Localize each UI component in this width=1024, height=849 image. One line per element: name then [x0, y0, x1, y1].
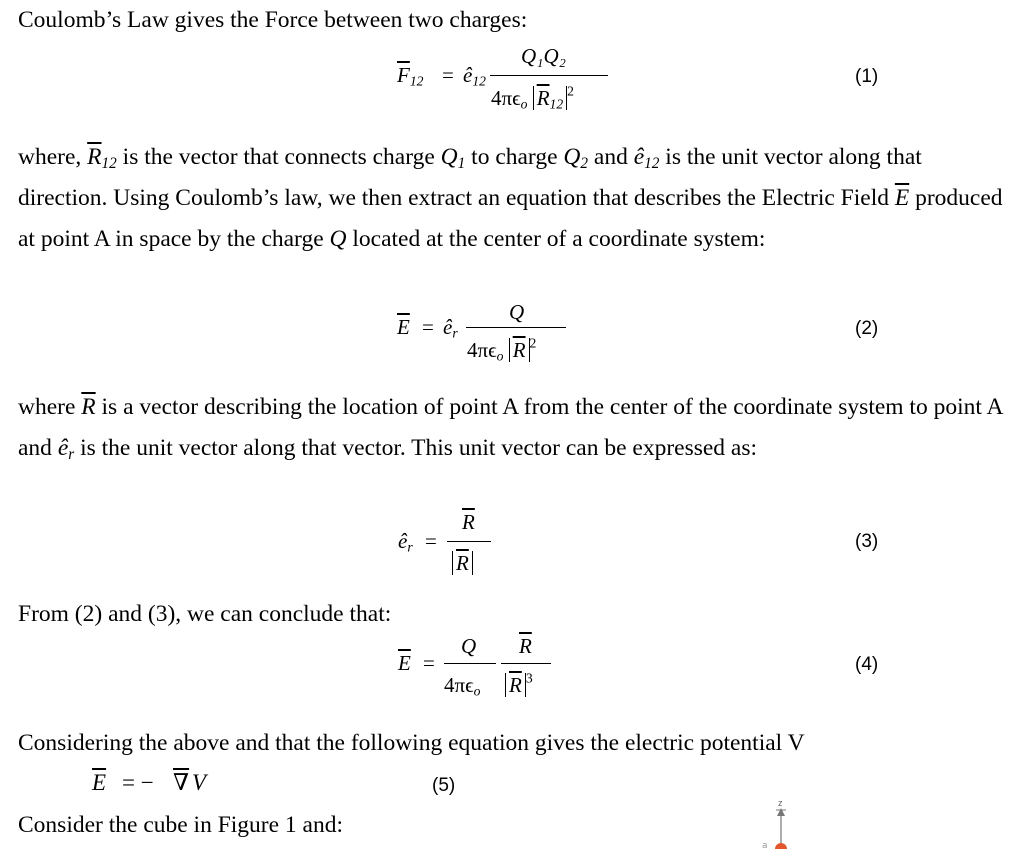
fraction-bar [447, 541, 491, 542]
fraction-numerator: $\overline{R}$ [462, 510, 475, 534]
equation-number-1: (1) [855, 66, 879, 87]
z-axis-arrow-icon [760, 808, 800, 849]
equation-number-5: (5) [432, 775, 456, 796]
equals-sign: = [422, 315, 434, 339]
z-axis-label: z [778, 798, 783, 808]
unit-vector-e12: $ê_{12}$ [463, 63, 486, 89]
fraction2-denominator: $\overline{R}$ $^3$ [505, 673, 533, 698]
fraction1-denominator: $4\pi\epsilon_o$ [444, 673, 481, 699]
force-symbol: $\overline{F}_{12}$ [397, 63, 424, 89]
fraction-numerator: Q₁Q₂ [521, 44, 566, 68]
svg-text:a: a [762, 841, 768, 849]
fraction2-numerator: $\overline{R}$ [519, 634, 532, 658]
unit-vector-er-lhs: $ê_r$ [398, 529, 413, 555]
paragraph-potential: Considering the above and that the following equation gives the electric potential V [18, 730, 805, 756]
fraction2-bar [501, 663, 551, 664]
intro-text: Coulomb’s Law gives the Force between two charges: [18, 7, 528, 33]
field-symbol: $\overline{E}$ [92, 770, 107, 795]
equals-sign: = [442, 63, 454, 87]
unit-vector-er: $ê_r$ [443, 315, 458, 341]
paragraph-conclusion: From (2) and (3), we can conclude that: [18, 601, 392, 627]
paragraph-position-vector: where $\overline{R}$ is a vector describing the location of point A from the center of the coordinate system to point A and $ê_r$ is the unit vector along that vector. This unit vector can be expressed as: [18, 394, 1003, 463]
equation-number-4: (4) [855, 654, 879, 675]
nabla-operator: ∇ [173, 770, 190, 795]
equation-number-2: (2) [855, 318, 879, 339]
equals-sign: = [423, 651, 435, 675]
fraction-bar [466, 327, 566, 328]
field-symbol: $\overline{E}$ [397, 315, 410, 339]
fraction1-bar [444, 663, 496, 664]
equation-number-3: (3) [855, 531, 879, 552]
paragraph-cube: Consider the cube in Figure 1 and: [18, 812, 344, 838]
field-symbol: $\overline{E}$ [398, 651, 411, 675]
fraction-numerator: Q [509, 300, 525, 324]
equals-minus: = − [122, 770, 154, 795]
fraction-bar [490, 75, 608, 76]
fraction-denominator: $\overline{R}$ [452, 551, 473, 576]
fraction-denominator: $4\pi\epsilon_o$ $\overline{R}$ $^2$ [467, 335, 537, 364]
paragraph-vector-description: where, $\overline{R}_{12}$ is the vector that connects charge $Q_1$ to charge $Q_2$ and $ê_{12}$ is the unit vector along that direction. Using Coulomb’s law, we then extract an equation that describes the Electric Field $\overline{E}$ produced at point A in space by the charge Q located at the center of a coordinate system: [18, 144, 1003, 252]
fraction-denominator: $4\pi\epsilon_o$ $\overline{R}_{12}^2$ [491, 83, 574, 112]
fraction1-numerator: Q [461, 634, 477, 658]
equals-sign: = [425, 529, 437, 553]
potential-symbol: V [192, 770, 207, 795]
